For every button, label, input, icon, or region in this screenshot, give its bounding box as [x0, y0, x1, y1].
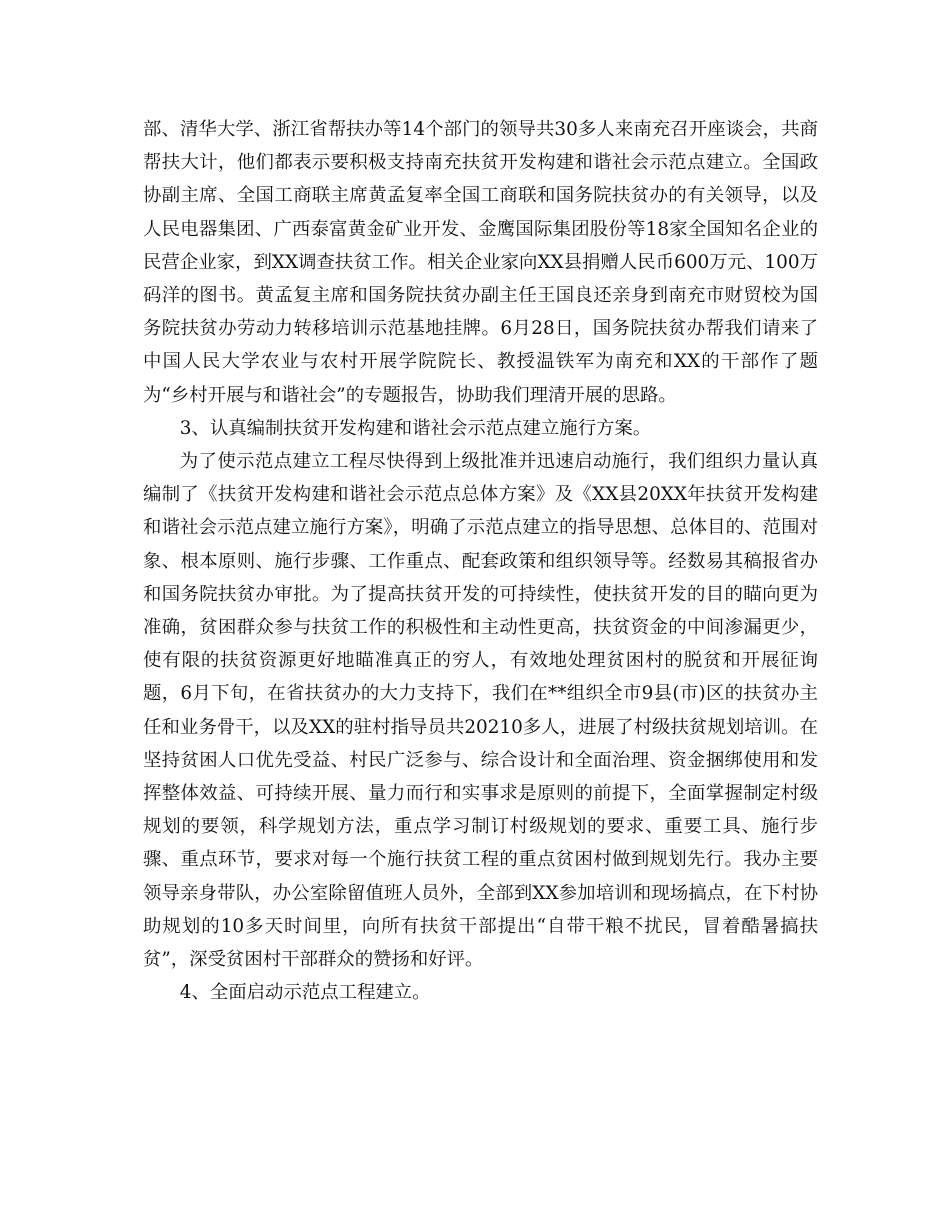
paragraph-continuation: 部、清华大学、浙江省帮扶办等14个部门的领导共30多人来南充召开座谈会，共商帮扶大计，他们都表示要积极支持南充扶贫开发构建和谐社会示范点建立。全国政协副主席、全国工商联主席黄孟复率全国工商联和国务院扶贫办的有关领导，以及人民电器集团、广西泰富黄金矿业开发、金鹰国际集团股份等18家全国知名企业的民营企业家，到XX调查扶贫工作。相关企业家向XX县捐赠人民币600万元、100万码洋的图书。黄孟复主席和国务院扶贫办副主任王国良还亲身到南充市财贸校为国务院扶贫办劳动力转移培训示范基地挂牌。6月28日，国务院扶贫办帮我们请来了中国人民大学农业与农村开展学院院长、教授温铁军为南充和XX的干部作了题为“乡村开展与和谐社会”的专题报告，协助我们理清开展的思路。	[143, 119, 818, 406]
paragraph-implementation-plan: 为了使示范点建立工程尽快得到上级批准并迅速启动施行，我们组织力量认真编制了《扶贫开发构建和谐社会示范点总体方案》及《XX县20XX年扶贫开发构建和谐社会示范点建立施行方案》，明确了示范点建立的指导思想、总体目的、范围对象、根本原则、施行步骤、工作重点、配套政策和组织领导等。经数易其稿报省办和国务院扶贫办审批。为了提高扶贫开发的可持续性，使扶贫开发的目的瞄向更为准确，贫困群众参与扶贫工作的积极性和主动性更高，扶贫资金的中间渗漏更少，使有限的扶贫资源更好地瞄准真正的穷人，有效地处理贫困村的脱贫和开展征询题，6月下旬，在省扶贫办的大力支持下，我们在**组织全市9县(市)区的扶贫办主任和业务骨干，以及XX的驻村指导员共20210多人，进展了村级扶贫规划培训。在坚持贫困人口优先受益、村民广泛参与、综合设计和全面治理、资金捆绑使用和发挥整体效益、可持续开展、量力而行和实事求是原则的前提下，全面掌握制定村级规划的要领，科学规划方法，重点学习制订村级规划的要求、重要工具、施行步骤、重点环节，要求对每一个施行扶贫工程的重点贫困村做到规划先行。我办主要领导亲身带队，办公室除留值班人员外，全部到XX参加培训和现场搞点，在下村协助规划的10多天时间里，向所有扶贫干部提出“自带干粮不扰民，冒着酷暑搞扶贫”，深受贫困村干部群众的赞扬和好评。	[143, 451, 818, 971]
section-heading-3: 3、认真编制扶贫开发构建和谐社会示范点建立施行方案。	[179, 417, 652, 439]
section-heading-4: 4、全面启动示范点工程建立。	[179, 982, 431, 1004]
document-body	[143, 113, 818, 1009]
